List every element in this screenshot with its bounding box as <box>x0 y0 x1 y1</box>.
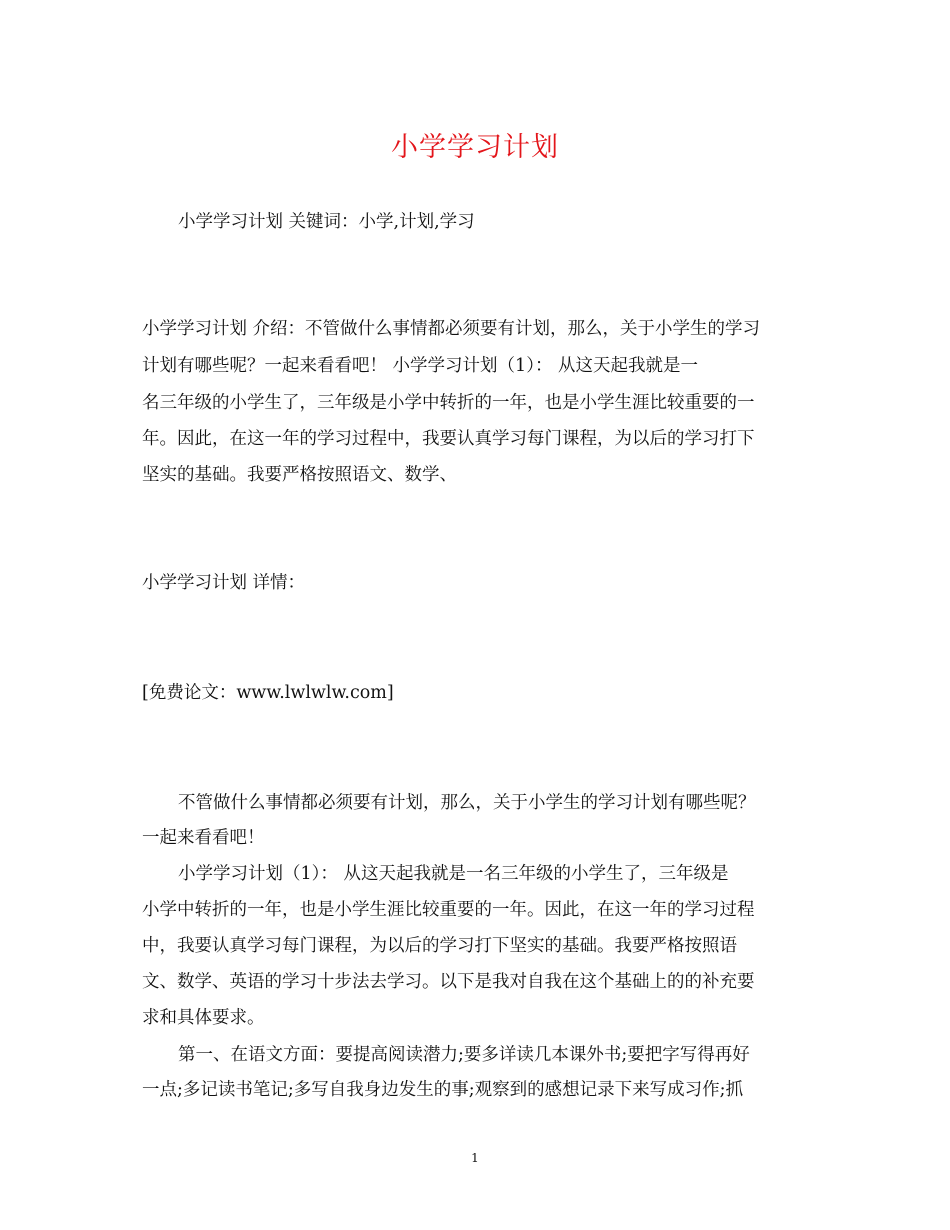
intro-line: 计划有哪些呢？一起来看看吧！ 小学学习计划（1）： 从这天起我就是一 <box>142 356 699 376</box>
body-line: 小学学习计划（1）： 从这天起我就是一名三年级的小学生了，三年级是 <box>178 864 729 884</box>
page-title: 小学学习计划 <box>391 132 559 163</box>
body-line: 中，我要认真学习每门课程，为以后的学习打下坚实的基础。我要严格按照语 <box>142 936 737 956</box>
details-heading: 小学学习计划 详情： <box>142 573 306 593</box>
body-line: 一起来看看吧！ <box>142 828 265 848</box>
body-line: 小学中转折的一年，也是小学生涯比较重要的一年。因此，在这一年的学习过程 <box>142 900 755 920</box>
intro-line: 小学学习计划 介绍：不管做什么事情都必须要有计划，那么，关于小学生的学习 <box>142 319 761 339</box>
keywords-line: 小学学习计划 关键词：小学,计划,学习 <box>178 212 475 232</box>
body-line: 第一、在语文方面：要提高阅读潜力;要多详读几本课外书;要把字写得再好 <box>178 1045 750 1065</box>
intro-line: 名三年级的小学生了，三年级是小学中转折的一年，也是小学生涯比较重要的一 <box>142 393 755 413</box>
body-line: 不管做什么事情都必须要有计划，那么，关于小学生的学习计划有哪些呢？ <box>178 793 756 813</box>
intro-line: 年。因此，在这一年的学习过程中，我要认真学习每门课程，为以后的学习打下 <box>142 429 755 449</box>
body-line: 文、数学、英语的学习十步法去学习。以下是我对自我在这个基础上的的补充要 <box>142 972 755 992</box>
source-note: [免费论文：www.lwlwlw.com] <box>142 683 394 703</box>
body-line: 一点;多记读书笔记;多写自我身边发生的事;观察到的感想记录下来写成习作;抓 <box>142 1080 744 1100</box>
page-number: 1 <box>471 1151 479 1165</box>
intro-line: 坚实的基础。我要严格按照语文、数学、 <box>142 465 457 485</box>
body-line: 求和具体要求。 <box>142 1008 265 1028</box>
